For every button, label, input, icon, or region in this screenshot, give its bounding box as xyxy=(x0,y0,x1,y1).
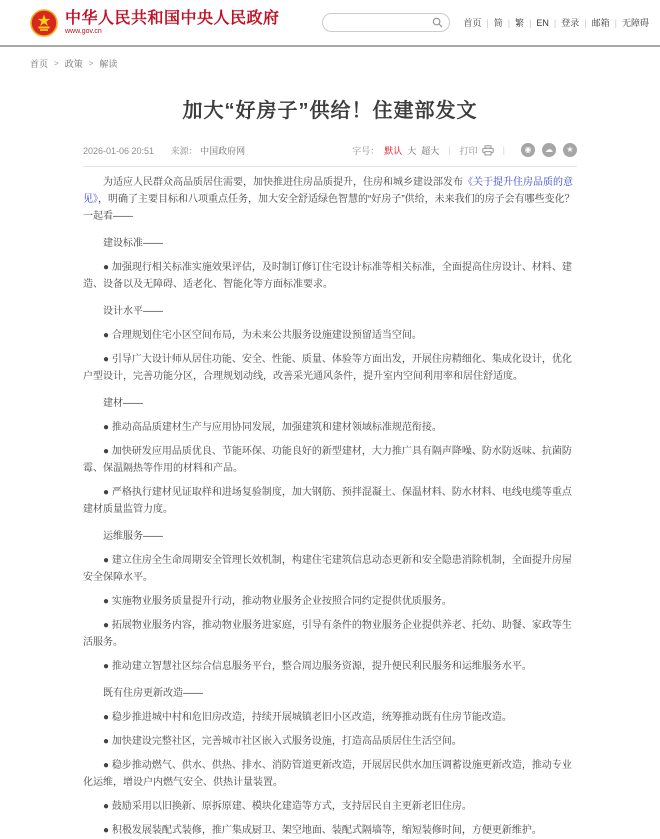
print-button[interactable] xyxy=(460,144,494,157)
search-icon[interactable] xyxy=(432,17,443,28)
nav-item-2[interactable]: 简 xyxy=(493,18,503,28)
share-icons xyxy=(514,143,577,157)
section-heading: 既有住房更新改造—— xyxy=(103,688,203,699)
nav-item-5[interactable]: 登录 xyxy=(561,18,580,28)
bullet-paragraph: ● 引导广大设计师从居住功能、安全、性能、质量、体验等方面出发，开展住房精细化、集成化设计，优化户型设计，完善功能分区，合理规划动线，改善采光通风条件，提升室内空间利用率和居住舒适度。 xyxy=(83,354,572,382)
site-url: www.gov.cn xyxy=(65,28,102,36)
nav-separator: | xyxy=(584,17,587,28)
section-heading: 建材—— xyxy=(103,398,143,409)
nav-separator: | xyxy=(553,17,557,28)
nav-separator: | xyxy=(529,17,532,28)
bullet-paragraph: ● 加快建设完整社区，完善城市社区嵌入式服务设施，打造高品质居住生活空间。 xyxy=(103,736,462,747)
wechat-share-icon[interactable]: ☁ xyxy=(542,143,556,157)
bullet-paragraph: ● 推动建立智慧社区综合信息服务平台，整合周边服务资源，提升便民利民服务和运维服务水平。 xyxy=(103,661,532,672)
font-size-default-button[interactable]: 默认 xyxy=(384,145,403,156)
font-size-label: 字号： xyxy=(352,145,380,156)
breadcrumb-item-3[interactable]: 解读 xyxy=(99,59,118,69)
bullet-paragraph: ● 鼓励采用以旧换新、原拆原建、模块化建造等方式，支持居民自主更新老旧住房。 xyxy=(103,801,472,812)
page-title: 加大“好房子”供给！住建部发文 xyxy=(182,100,478,122)
nav-item-1[interactable]: 首页 xyxy=(463,18,482,28)
meta-separator: | xyxy=(502,145,505,155)
document-link[interactable]: 《关于提升住房品质的意见》 xyxy=(83,177,573,205)
article-meta-row xyxy=(83,143,577,157)
source-name: 中国政府网 xyxy=(200,145,246,156)
breadcrumb-separator: > xyxy=(54,59,59,68)
bullet-paragraph: ● 稳步推动燃气、供水、供热、排水、消防管道更新改造，开展居民供水加压调蓄设施更新改造，推动专业化运维，增设户内燃气安全、供热计量装置。 xyxy=(83,760,572,788)
nav-item-3[interactable]: 繁 xyxy=(515,18,525,28)
section-heading: 设计水平—— xyxy=(103,306,163,317)
article xyxy=(83,94,577,839)
weibo-share-icon[interactable]: ◉ xyxy=(521,143,535,157)
breadcrumb-item-2[interactable]: 政策 xyxy=(64,59,83,69)
bullet-paragraph: ● 建立住房全生命周期安全管理长效机制，构建住宅建筑信息动态更新和安全隐患消除机制，全面提升房屋安全保障水平。 xyxy=(83,555,572,583)
bullet-paragraph: ● 稳步推进城中村和危旧房改造，持续开展城镇老旧小区改造，统筹推动既有住房节能改造。 xyxy=(103,712,512,723)
font-size-xlarge-button[interactable]: 超大 xyxy=(421,145,440,156)
search-box[interactable] xyxy=(322,13,450,32)
bullet-paragraph: ● 积极发展装配式装修，推广集成厨卫、架空地面、装配式隔墙等，缩短装修时间，方便更新维护。 xyxy=(103,825,542,836)
lead-paragraph: 为适应人民群众高品质居住需要，加快推进住房品质提升，住房和城乡建设部发布《关于提升住房品质的意见》，明确了主要目标和八项重点任务，加大安全舒适绿色智慧的“好房子”供给，未来我们的房子会有哪些变化？一起看—— xyxy=(83,177,575,222)
article-body xyxy=(83,174,577,839)
breadcrumb xyxy=(0,47,660,78)
source-label: 来源： xyxy=(170,145,198,156)
nav-item-7[interactable]: 无障碍 xyxy=(621,18,649,28)
print-label: 打印 xyxy=(459,145,478,156)
printer-icon xyxy=(482,145,494,156)
section-heading: 建设标准—— xyxy=(103,238,163,249)
nav-item-4[interactable]: EN xyxy=(536,17,549,28)
nav-separator: | xyxy=(614,17,617,28)
site-title: 中华人民共和国中央人民政府 xyxy=(65,9,280,27)
bullet-paragraph: ● 严格执行建材见证取样和进场复验制度，加大钢筋、预拌混凝土、保温材料、防水材料、电线电缆等重点建材质量监管力度。 xyxy=(83,487,572,515)
site-header xyxy=(0,0,660,45)
bullet-paragraph: ● 加强现行相关标准实施效果评估，及时制订修订住宅设计标准等相关标准，全面提高住房设计、材料、建造、设备以及无障碍、适老化、智能化等方面标准要求。 xyxy=(83,262,572,290)
breadcrumb-item-1[interactable]: 首页 xyxy=(30,59,49,69)
home-logo-link[interactable] xyxy=(30,9,280,37)
bullet-paragraph: ● 加快研发应用品质优良、节能环保、功能良好的新型建材，大力推广具有隔声降噪、防水防返味、抗菌防霉、保温隔热等作用的材料和产品。 xyxy=(83,446,572,474)
top-nav xyxy=(462,16,650,29)
national-emblem-icon xyxy=(30,9,58,37)
font-size-large-button[interactable]: 大 xyxy=(407,145,417,156)
meta-divider xyxy=(83,166,577,167)
bullet-paragraph: ● 推动高品质建材生产与应用协同发展，加强建筑和建材领域标准规范衔接。 xyxy=(103,422,442,433)
meta-separator: | xyxy=(448,145,451,155)
bullet-paragraph: ● 实施物业服务质量提升行动，推动物业服务企业按照合同约定提供优质服务。 xyxy=(103,596,452,607)
section-heading: 运维服务—— xyxy=(103,531,163,542)
nav-item-6[interactable]: 邮箱 xyxy=(591,18,610,28)
nav-separator: | xyxy=(507,17,511,28)
search-input[interactable] xyxy=(332,18,432,28)
breadcrumb-separator: > xyxy=(88,59,94,68)
bullet-paragraph: ● 拓展物业服务内容，推动物业服务进家庭，引导有条件的物业服务企业提供养老、托幼、助餐、家政等生活服务。 xyxy=(83,620,572,648)
bullet-paragraph: ● 合理规划住宅小区空间布局，为未来公共服务设施建设预留适当空间。 xyxy=(103,330,422,341)
more-share-icon[interactable]: ★ xyxy=(563,143,577,157)
publish-datetime: 2026-01-06 20:51 xyxy=(83,145,155,156)
nav-separator: | xyxy=(486,17,489,28)
